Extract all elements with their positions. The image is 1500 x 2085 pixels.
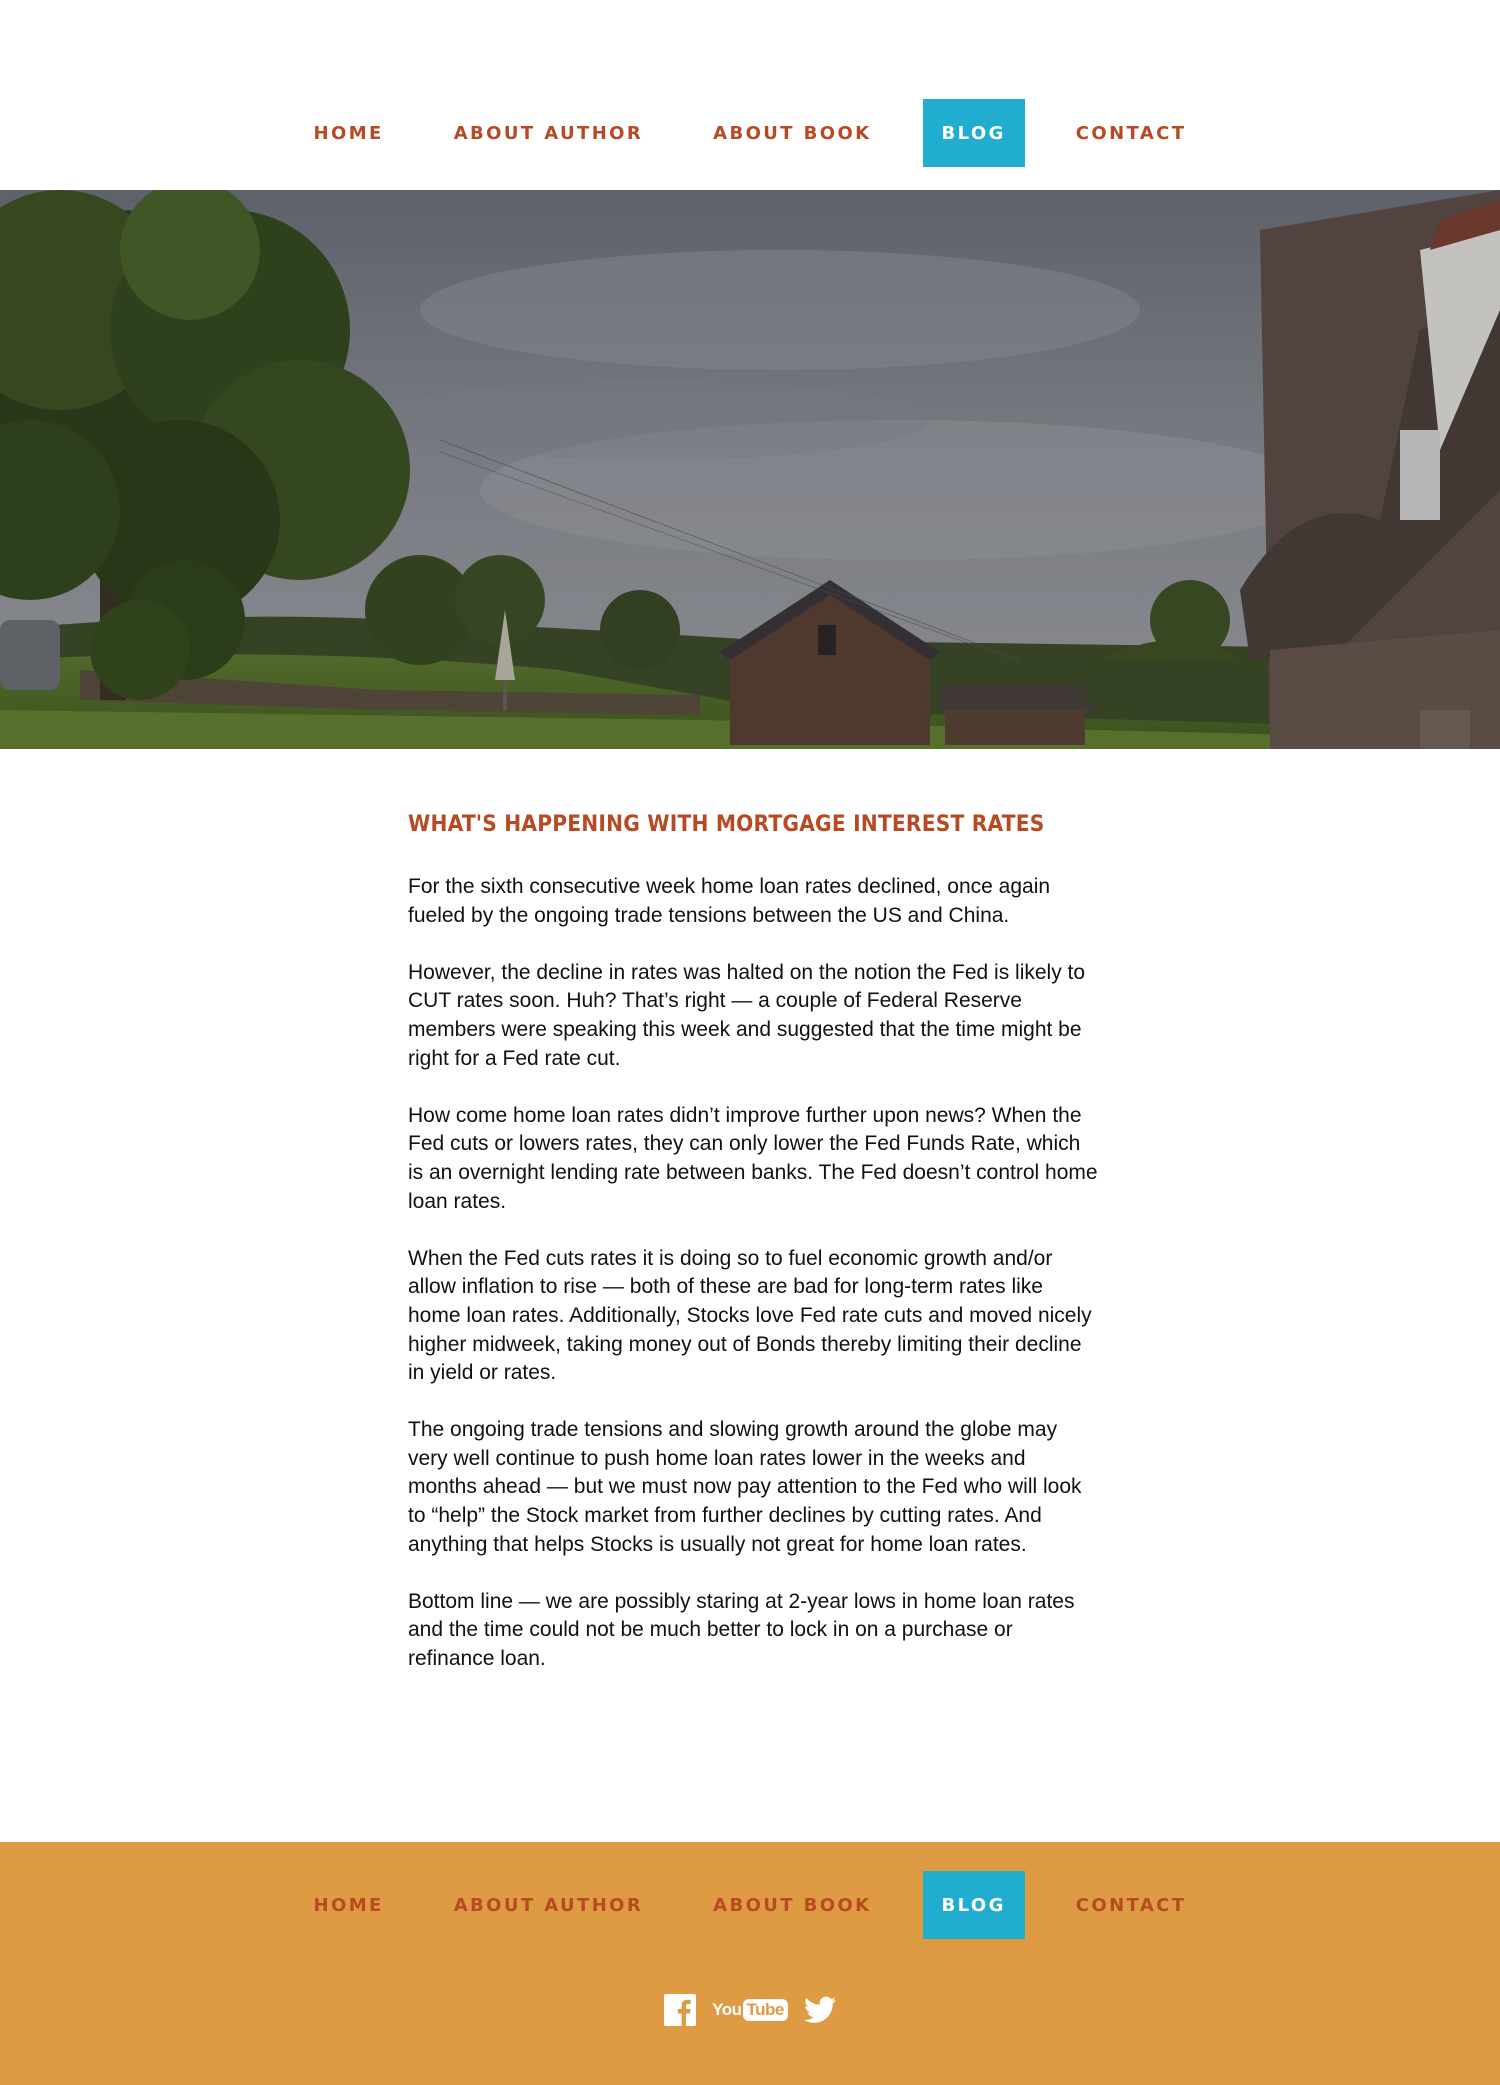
twitter-link[interactable]	[804, 1992, 836, 2028]
nav-contact-link[interactable]: CONTACT	[1075, 122, 1187, 144]
footer-nav-about-author-link[interactable]: ABOUT AUTHOR	[453, 1894, 644, 1916]
blog-article	[408, 812, 1098, 1702]
youtube-tube-text: Tube	[743, 1999, 788, 2021]
footer	[0, 1842, 1500, 2085]
social-links	[0, 1988, 1500, 2032]
footer-nav-contact-link[interactable]: CONTACT	[1075, 1894, 1187, 1916]
article-title: WHAT'S HAPPENING WITH MORTGAGE INTEREST RATES	[408, 812, 1045, 837]
nav-blog-link[interactable]: BLOG	[923, 99, 1025, 167]
nav-about-book-link[interactable]: ABOUT BOOK	[713, 122, 872, 144]
main-menu	[0, 99, 1500, 167]
footer-nav-home-link[interactable]: HOME	[313, 1894, 384, 1916]
facebook-icon	[664, 1994, 696, 2026]
article-paragraph: For the sixth consecutive week home loan rates declined, once again fueled by the ongoing trade tensions between the US and China.	[408, 875, 1051, 927]
hero-scene-illustration	[0, 190, 1500, 749]
twitter-icon	[804, 1996, 836, 2024]
youtube-icon	[712, 1999, 788, 2021]
nav-home-link[interactable]: HOME	[313, 122, 384, 144]
footer-menu	[0, 1871, 1500, 1939]
article-paragraph: However, the decline in rates was halted on the notion the Fed is likely to CUT rates soon. Huh? That’s right — a couple of Federal Reserve members were speaking this week and suggested that the time might be right for a Fed rate cut.	[408, 960, 1086, 1070]
hero-image	[0, 190, 1500, 749]
article-paragraph: The ongoing trade tensions and slowing growth around the globe may very well continue to push home loan rates lower in the weeks and months ahead — but we must now pay attention to the Fed who will look to “help” the Stock market from further declines by cutting rates. And anything that helps Stocks is usually not great for home loan rates.	[408, 1418, 1082, 1556]
youtube-link[interactable]	[712, 1992, 788, 2028]
youtube-you-text: You	[712, 2000, 742, 2019]
article-paragraph: When the Fed cuts rates it is doing so to fuel economic growth and/or allow inflation to rise — both of these are bad for long-term rates like home loan rates. Additionally, Stocks love Fed rate cuts and moved nicely higher midweek, taking money out of Bonds thereby limiting their decline in yield or rates.	[408, 1246, 1092, 1385]
top-navigation	[0, 0, 1500, 190]
footer-nav-about-book-link[interactable]: ABOUT BOOK	[713, 1894, 872, 1916]
facebook-link[interactable]	[664, 1992, 696, 2028]
article-paragraph: Bottom line — we are possibly staring at 2-year lows in home loan rates and the time could not be much better to lock in on a purchase or refinance loan.	[408, 1589, 1075, 1671]
footer-nav-blog-link[interactable]: BLOG	[923, 1871, 1025, 1939]
article-paragraph: How come home loan rates didn’t improve further upon news? When the Fed cuts or lowers rates, they can only lower the Fed Funds Rate, which is an overnight lending rate between banks. The Fed doesn’t control home loan rates.	[408, 1103, 1098, 1213]
nav-about-author-link[interactable]: ABOUT AUTHOR	[453, 122, 644, 144]
